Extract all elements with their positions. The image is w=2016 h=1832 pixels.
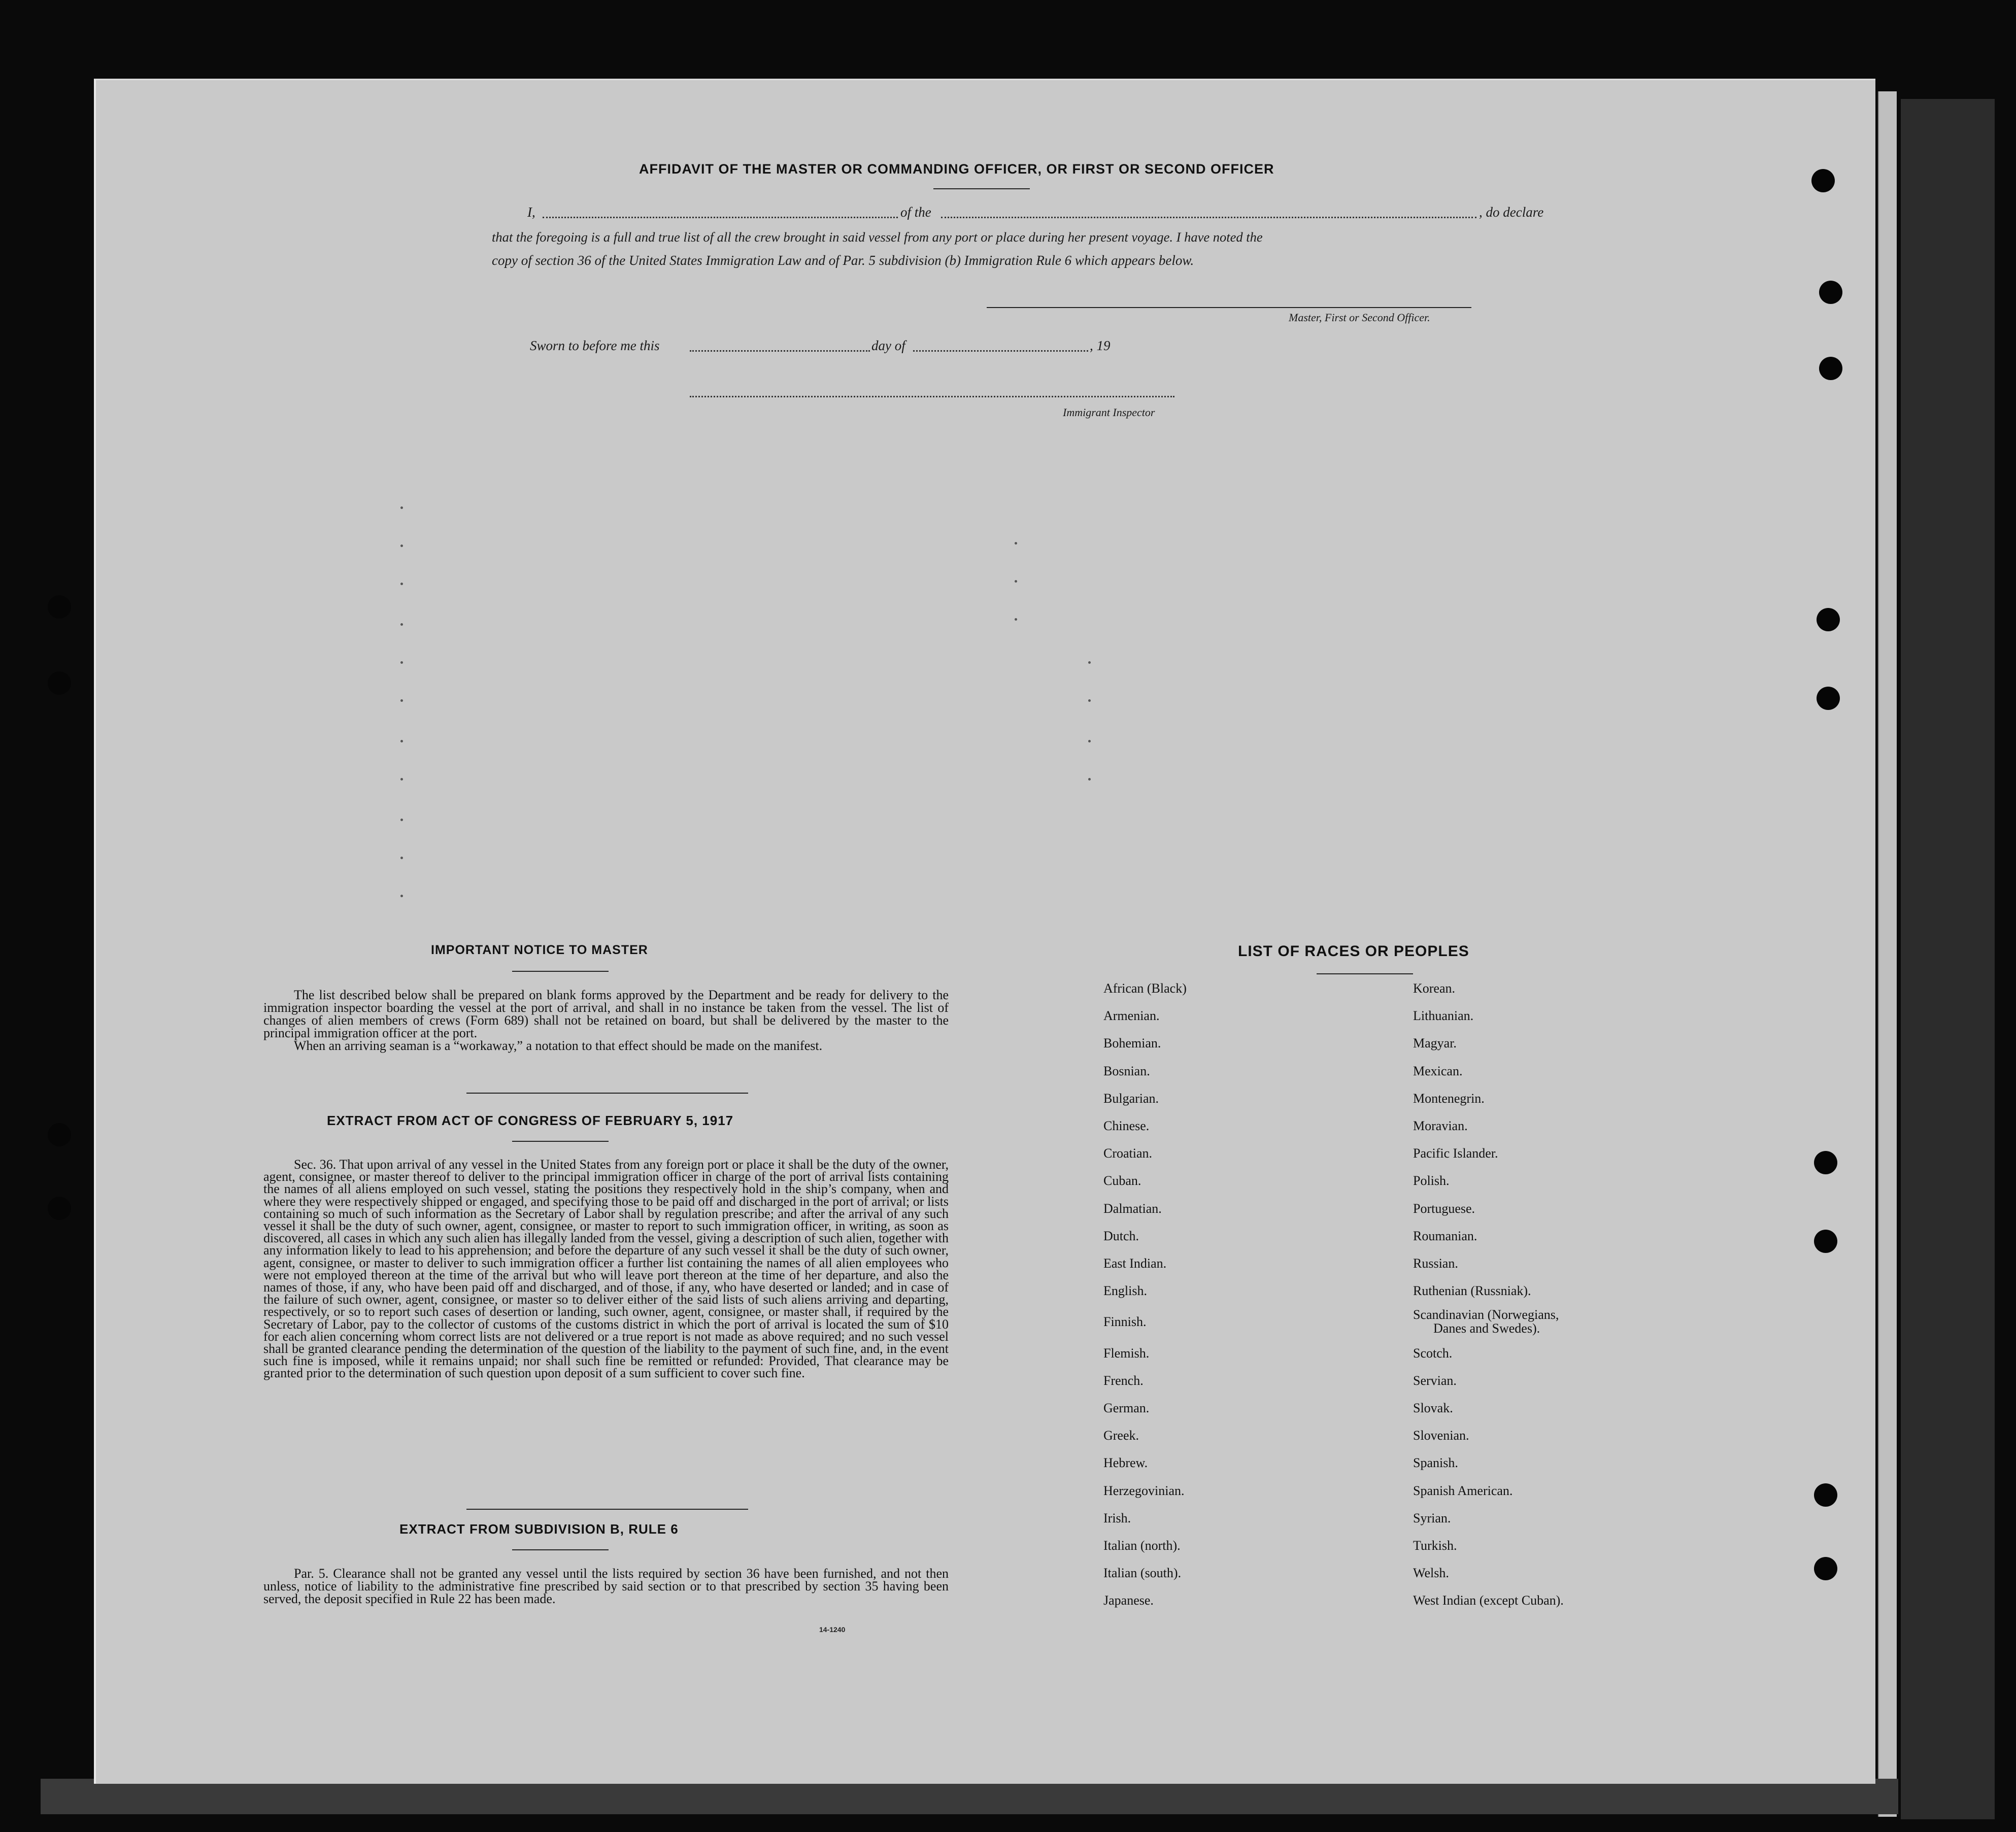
master-signature-line [987, 307, 1471, 308]
race-item: Irish. [1103, 1510, 1131, 1525]
extract-rule-title-rule [512, 1549, 609, 1550]
affidavit-title-rule [933, 188, 1030, 189]
sworn-text-b: day of [871, 338, 905, 353]
stray-dot [400, 778, 403, 781]
punch-hole [1814, 1483, 1837, 1507]
race-item: Pacific Islander. [1413, 1146, 1498, 1161]
race-item: Lithuanian. [1413, 1008, 1474, 1024]
notice-title-rule [512, 971, 609, 972]
stray-dot [400, 623, 403, 626]
race-item: Japanese. [1103, 1593, 1154, 1608]
sworn-text-c: , 19 [1090, 338, 1111, 353]
race-item: French. [1103, 1373, 1144, 1388]
extract-rule-title: EXTRACT FROM SUBDIVISION B, RULE 6 [399, 1521, 679, 1537]
race-item: Servian. [1413, 1373, 1457, 1388]
races-title-rule [1317, 973, 1413, 974]
race-item: Dutch. [1103, 1228, 1139, 1243]
document-page [94, 79, 1875, 1784]
race-item: Bosnian. [1103, 1063, 1150, 1078]
race-item: Korean. [1413, 981, 1456, 996]
affidavit-line1-a: I, [527, 205, 535, 220]
races-right-column [1413, 981, 1697, 1702]
punch-hole [48, 671, 71, 695]
affidavit-line3: copy of section 36 of the United States Immigration Law and of Par. 5 subdivision (b) Immigration Rule 6 which appears below. [492, 253, 1194, 268]
race-item: English. [1103, 1283, 1147, 1299]
stray-dot [1088, 699, 1091, 702]
punch-hole [1817, 687, 1840, 710]
stray-dot [400, 545, 403, 547]
race-item: Scotch. [1413, 1345, 1453, 1361]
race-item: Spanish American. [1413, 1483, 1513, 1498]
extract-act-text [263, 1159, 949, 1380]
sworn-month-blank [913, 350, 1088, 352]
affidavit-title: AFFIDAVIT OF THE MASTER OR COMMANDING OFFICER, OR FIRST OR SECOND OFFICER [639, 161, 1274, 177]
race-item: Dalmatian. [1103, 1201, 1162, 1216]
form-number: 14-1240 [819, 1625, 846, 1634]
sworn-text-a: Sworn to before me this [530, 338, 660, 353]
notice-paragraph-1: The list described below shall be prepared on blank forms approved by the Department and be ready for delivery to the immigration inspector boarding the vessel at the port of arrival, and shall in no instance be taken from the vessel. The list of changes of alien members of crews (Form 689) shall not be retained on board, but shall be delivered by the master to the principal immigration officer at the port. [263, 988, 949, 1040]
race-item: Portuguese. [1413, 1201, 1475, 1216]
race-item: Greek. [1103, 1428, 1139, 1443]
stray-dot [400, 583, 403, 585]
race-item: Turkish. [1413, 1538, 1457, 1553]
race-item: West Indian (except Cuban). [1413, 1593, 1564, 1608]
race-item: Flemish. [1103, 1345, 1150, 1361]
affidavit-line1-c: , do declare [1479, 205, 1544, 220]
notice-paragraph-2: When an arriving seaman is a “workaway,” a notation to that effect should be made on the manifest. [294, 1038, 823, 1053]
scan-right-strip [1901, 99, 1995, 1819]
race-item: Italian (south). [1103, 1566, 1182, 1581]
race-item: Scandinavian (Norwegians, [1413, 1307, 1559, 1322]
extract-act-title-rule [512, 1141, 609, 1142]
race-item: Syrian. [1413, 1510, 1451, 1525]
race-item: Croatian. [1103, 1146, 1153, 1161]
race-item: Montenegrin. [1413, 1091, 1485, 1106]
inspector-label: Immigrant Inspector [1063, 406, 1155, 419]
extract-act-title: EXTRACT FROM ACT OF CONGRESS OF FEBRUARY 5, 1917 [327, 1113, 734, 1128]
race-item: Russian. [1413, 1256, 1458, 1271]
stray-dot [400, 661, 403, 664]
stray-dot [1015, 542, 1017, 545]
scan-bottom-strip [41, 1779, 1898, 1814]
race-item: Chinese. [1103, 1118, 1150, 1133]
race-item: East Indian. [1103, 1256, 1167, 1271]
affidavit-line1-b: of the [900, 205, 931, 220]
race-item: Roumanian. [1413, 1228, 1477, 1243]
race-item: Welsh. [1413, 1566, 1449, 1581]
stray-dot [400, 699, 403, 702]
inspector-signature-line [690, 396, 1174, 397]
extract-rule-paragraph: Par. 5. Clearance shall not be granted any vessel until the lists required by section 36 have been furnished, and not then unless, notice of liability to the administrative fine prescribed by said section or to that prescribed by section 35 having been served, the deposit specified in Rule 22 has been made. [263, 1566, 949, 1606]
extract-act-paragraph: Sec. 36. That upon arrival of any vessel in the United States from any foreign port or place it shall be the duty of the owner, agent, consignee, or master thereof to deliver to the principal immigration officer in charge of the port of arrival lists containing the names of all aliens employed on such vessel, stating the positions they respectively hold in the ship’s company, when and where they were respectively shipped or engaged, and specifying those to be paid off and discharged in the port of arrival; or lists containing so much of such information as the Secretary of Labor shall by regulation prescribe; and after the arrival of any such vessel it shall be the duty of such owner, agent, consignee, or master to report to such immigration officer, in writing, as soon as discovered, all cases in which any such alien has illegally landed from the vessel, giving a description of such alien, together with any information likely to lead to his apprehension; and before the departure of any such vessel it shall be the duty of such owner, agent, consignee, or master to deliver to such immigration officer a further list containing the names of all alien employees who were not employed thereon at the time of the arrival but who will leave port thereon at the time of her departure, and also the names of those, if any, who have been paid off and discharged, and of those, if any, who have deserted or landed; and in case of the failure of such owner, agent, consignee, or master so to deliver either of the said lists of such aliens arriving and departing, respectively, or so to report such cases of desertion or landing, such owner, agent, consignee, or master shall, if required by the Secretary of Labor, pay to the collector of customs of the customs district in which the port of arrival is located the sum of $10 for each alien concerning whom correct lists are not delivered or a true report is not made as above required; and no such vessel shall be granted clearance pending the determination of the question of the liability to the payment of such fine, and, in the event such fine is imposed, while it remains unpaid; nor shall such fine be remitted or refunded: Provided, That clearance may be granted prior to the determination of such question upon deposit of a sum sufficient to cover such fine. [263, 1157, 949, 1381]
stray-dot [400, 506, 403, 509]
race-item: Moravian. [1413, 1118, 1468, 1133]
affidavit-vessel-blank [941, 217, 1476, 218]
stray-dot [1015, 580, 1017, 583]
punch-hole [48, 1197, 71, 1220]
punch-hole [1814, 1557, 1837, 1580]
notice-text [263, 989, 949, 1052]
race-item-continuation: Danes and Swedes). [1433, 1321, 1540, 1336]
races-left-column [1103, 981, 1357, 1702]
stray-dot [400, 740, 403, 742]
race-item: Italian (north). [1103, 1538, 1181, 1553]
affidavit-line2: that the foregoing is a full and true list of all the crew brought in said vessel from any port or place during her present voyage. I have noted the [492, 229, 1263, 245]
scan-right-edge [1878, 91, 1897, 1817]
extract-rule-text [263, 1567, 949, 1605]
stray-dot [1015, 618, 1017, 621]
sworn-day-blank [690, 350, 870, 352]
extract-act-end-rule [466, 1509, 748, 1510]
punch-hole [48, 595, 71, 619]
punch-hole [1814, 1230, 1837, 1253]
stray-dot [400, 857, 403, 859]
race-item: Magyar. [1413, 1036, 1457, 1051]
punch-hole [1811, 169, 1835, 192]
master-signature-label: Master, First or Second Officer. [1289, 311, 1430, 324]
stray-dot [400, 895, 403, 897]
notice-end-rule [466, 1093, 748, 1094]
race-item: Hebrew. [1103, 1455, 1148, 1471]
stray-dot [400, 819, 403, 821]
notice-title: IMPORTANT NOTICE TO MASTER [431, 943, 648, 957]
stray-dot [1088, 778, 1091, 781]
race-item: Mexican. [1413, 1063, 1463, 1078]
race-item: African (Black) [1103, 981, 1187, 996]
race-item: Polish. [1413, 1173, 1450, 1189]
race-item: Armenian. [1103, 1008, 1160, 1024]
punch-hole [1819, 357, 1842, 380]
race-item: Bohemian. [1103, 1036, 1161, 1051]
race-item: Slovenian. [1413, 1428, 1469, 1443]
race-item: Cuban. [1103, 1173, 1141, 1189]
stray-dot [1088, 740, 1091, 742]
punch-hole [1814, 1151, 1837, 1174]
punch-hole [48, 1123, 71, 1146]
races-title: LIST OF RACES OR PEOPLES [1238, 943, 1469, 960]
race-item: German. [1103, 1401, 1150, 1415]
race-item: Spanish. [1413, 1455, 1458, 1471]
punch-hole [1817, 608, 1840, 631]
race-item: Herzegovinian. [1103, 1483, 1185, 1498]
race-item: Ruthenian (Russniak). [1413, 1283, 1531, 1299]
punch-hole [1819, 281, 1842, 304]
race-item: Bulgarian. [1103, 1091, 1159, 1106]
affidavit-name-blank [543, 217, 898, 218]
race-item: Finnish. [1103, 1314, 1147, 1330]
stray-dot [1088, 661, 1091, 664]
race-item: Slovak. [1413, 1401, 1453, 1415]
